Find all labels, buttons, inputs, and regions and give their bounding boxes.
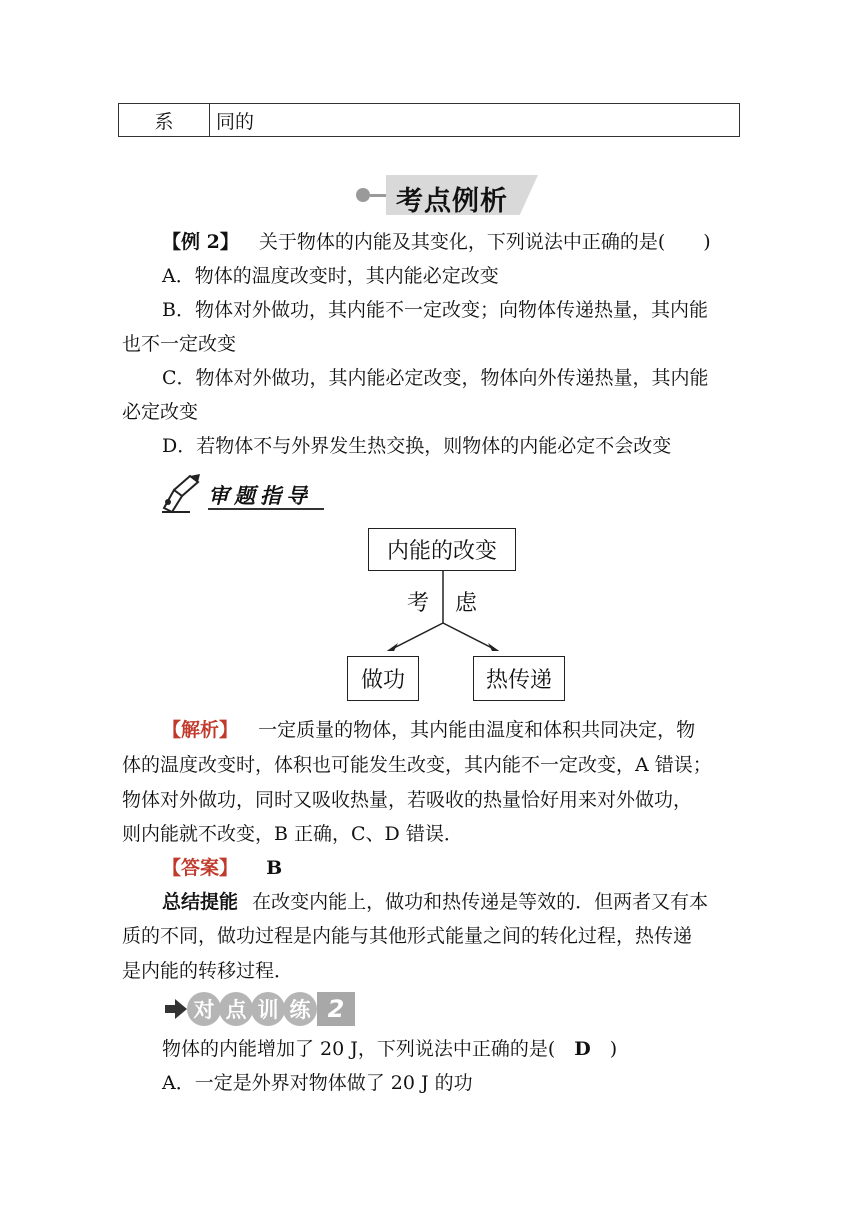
option-d: D．若物体不与外界发生热交换，则物体的内能必定不会改变 [162,435,672,457]
training-question [162,1036,617,1062]
training-label [165,992,365,1026]
banner-dash [370,194,388,197]
summary-line3: 是内能的转移过程． [122,960,294,982]
training-answer: D [574,1038,591,1060]
example-tag: 【例 2】 [162,231,239,253]
answer-tag: 【答案】 [162,857,239,879]
option-a: A．物体的温度改变时，其内能必定改变 [162,265,499,287]
option-c-line2: 必定改变 [122,401,199,423]
training-option-a: A．一定是外界对物体做了 20 J 的功 [162,1072,473,1094]
analysis-line4: 则内能就不改变，B 正确，C、D 错误． [122,823,463,845]
option-b-line1: B．物体对外做功，其内能不一定改变；向物体传递热量，其内能 [162,299,708,321]
training-char-3: 训 [251,992,285,1026]
section-banner [356,175,538,215]
training-number: 2 [317,992,355,1026]
table-cell-right: 同的 [216,110,255,133]
table-cell-left: 系 [119,104,210,136]
example-question: 关于物体的内能及其变化，下列说法中正确的是( ) [258,231,711,253]
analysis-line1 [162,717,695,743]
option-b-line2: 也不一定改变 [122,333,237,355]
diagram-top-box: 内能的改变 [368,528,516,571]
training-char-1: 对 [187,992,221,1026]
answer-value: B [266,857,283,879]
pencil-icon [160,472,206,514]
diagram-left-box: 做功 [347,656,419,701]
training-char-4: 练 [283,992,317,1026]
analysis-line2: 体的温度改变时，体积也可能发生改变，其内能不一定改变，A 错误； [122,754,712,776]
summary-tag: 总结提能 [162,891,239,913]
training-question-end: ) [590,1038,618,1060]
diagram-consider-right: 虑 [455,591,478,616]
answer-line [162,855,282,881]
option-c-line1: C．物体对外做功，其内能必定改变，物体向外传递热量，其内能 [162,367,709,389]
arrow-right-icon [165,999,187,1019]
guide-underline [208,508,324,510]
banner-dot-icon [356,188,370,202]
analysis-tag: 【解析】 [162,719,239,741]
summary-line2: 质的不同，做功过程是内能与其他形式能量之间的转化过程，热传递 [122,925,693,947]
guide-header [160,472,325,514]
example-question-line [162,229,711,255]
banner-title: 考点例析 [396,186,508,217]
diagram-connector [380,571,520,651]
analysis-line3: 物体对外做功，同时又吸收热量，若吸收的热量恰好用来对外做功， [122,789,693,811]
training-question-text: 物体的内能增加了 20 J，下列说法中正确的是( [162,1038,575,1060]
guide-title: 审题指导 [208,484,312,508]
top-table [118,103,740,137]
diagram-right-box: 热传递 [473,656,565,701]
summary-line1 [162,889,708,915]
diagram-consider-left: 考 [407,591,430,616]
summary-text1: 在改变内能上，做功和热传递是等效的．但两者又有本 [252,891,709,913]
training-char-2: 点 [219,992,253,1026]
analysis-text1: 一定质量的物体，其内能由温度和体积共同决定，物 [258,719,696,741]
